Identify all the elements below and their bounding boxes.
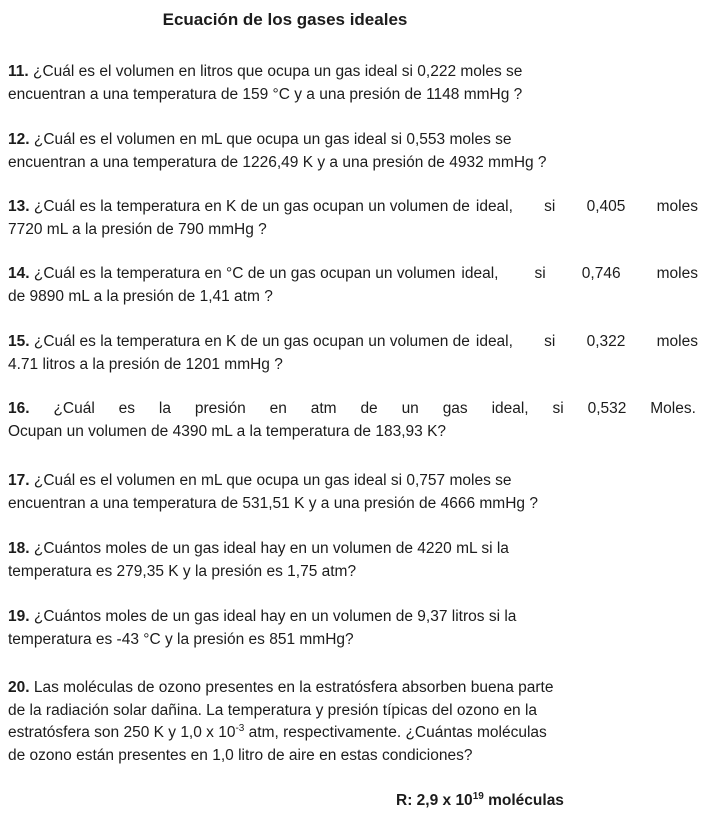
question-word: moles [656, 265, 698, 282]
question-text: ¿Cuál es el volumen en litros que ocupa un gas ideal si 0,222 moles se [33, 63, 523, 80]
question-word: si [544, 198, 556, 215]
question-text: estratósfera son 250 K y 1,0 x 10 [8, 724, 236, 741]
question-19 [8, 606, 568, 651]
question-word: ¿Cuál [53, 400, 95, 417]
question-text: encuentran a una temperatura de 531,51 K y a una presión de 4666 mmHg ? [8, 494, 538, 512]
question-text: de 9890 mL a la presión de 1,41 atm ? [8, 287, 273, 305]
question-text: Las moléculas de ozono presentes en la estratósfera absorben buena parte [33, 679, 554, 696]
question-number: 14. [8, 265, 30, 282]
question-11 [8, 61, 568, 106]
question-12 [8, 129, 568, 174]
question-text: Ocupan un volumen de 4390 mL a la temperatura de 183,93 K? [8, 422, 447, 440]
question-number: 12. [8, 131, 30, 148]
question-number: 17. [8, 472, 30, 489]
question-text: temperatura es 279,35 K y la presión es 1,75 atm? [8, 562, 357, 580]
question-word: 0,322 [586, 333, 626, 350]
question-text: ¿Cuál es la temperatura en °C de un gas ocupan un volumen [33, 265, 456, 282]
question-number: 16. [8, 400, 30, 417]
question-number: 15. [8, 333, 30, 350]
question-text: ¿Cuántos moles de un gas ideal hay en un volumen de 4220 mL si la [33, 540, 509, 557]
question-text-line [8, 722, 568, 745]
question-word: moles [656, 333, 698, 350]
question-number: 20. [8, 679, 30, 696]
question-word: si [534, 265, 546, 282]
question-word: ideal, [475, 198, 513, 215]
question-16 [8, 398, 698, 443]
question-13 [8, 196, 698, 241]
question-text: encuentran a una temperatura de 1226,49 K y a una presión de 4932 mmHg ? [8, 153, 547, 171]
question-text: encuentran a una temperatura de 159 °C y a una presión de 1148 mmHg ? [8, 85, 523, 103]
question-text: 7720 mL a la presión de 790 mmHg ? [8, 220, 267, 238]
question-text: atm, respectivamente. ¿Cuántas moléculas [244, 724, 547, 741]
question-word: moles [656, 198, 698, 215]
answer-exponent: 19 [472, 791, 484, 802]
question-word: en [269, 400, 287, 417]
question-word: gas [442, 400, 468, 417]
answer-prefix: R: 2,9 x 10 [396, 792, 473, 809]
question-word: 0,746 [581, 265, 621, 282]
question-text: ¿Cuántos moles de un gas ideal hay en un volumen de 9,37 litros si la [33, 608, 517, 625]
question-word: si [552, 400, 564, 417]
question-20 [8, 677, 568, 767]
question-word: ideal, [461, 265, 499, 282]
question-14 [8, 263, 698, 308]
question-text: de la radiación solar dañina. La temperatura y presión típicas del ozono en la [8, 701, 538, 719]
question-text: ¿Cuál es el volumen en mL que ocupa un gas ideal si 0,757 moles se [33, 472, 512, 489]
question-word: ideal, [475, 333, 513, 350]
question-word: 0,405 [586, 198, 626, 215]
question-word: si [544, 333, 556, 350]
question-word: es [118, 400, 136, 417]
question-word: ideal, [491, 400, 529, 417]
exponent: -3 [235, 723, 245, 734]
question-17 [8, 470, 568, 515]
question-word: de [360, 400, 378, 417]
question-15 [8, 331, 698, 376]
question-word: un [401, 400, 419, 417]
question-word: atm [310, 400, 337, 417]
question-number: 18. [8, 540, 30, 557]
question-text: ¿Cuál es la temperatura en K de un gas ocupan un volumen de [33, 333, 470, 350]
page-title: Ecuación de los gases ideales [162, 10, 408, 29]
question-text: temperatura es -43 °C y la presión es 851 mmHg? [8, 630, 354, 648]
question-number: 13. [8, 198, 30, 215]
question-text: de ozono están presentes en 1,0 litro de aire en estas condiciones? [8, 746, 473, 764]
question-text: ¿Cuál es el volumen en mL que ocupa un gas ideal si 0,553 moles se [33, 131, 512, 148]
question-number: 11. [8, 63, 29, 80]
question-number: 19. [8, 608, 30, 625]
answer-suffix: moléculas [483, 792, 564, 809]
question-text: 4.71 litros a la presión de 1201 mmHg ? [8, 355, 283, 373]
question-word: la [158, 400, 171, 417]
question-word: presión [194, 400, 246, 417]
question-word: 0,532 [587, 400, 627, 417]
question-word: Moles. [650, 400, 696, 417]
question-18 [8, 538, 568, 583]
question-text: ¿Cuál es la temperatura en K de un gas ocupan un volumen de [33, 198, 470, 215]
